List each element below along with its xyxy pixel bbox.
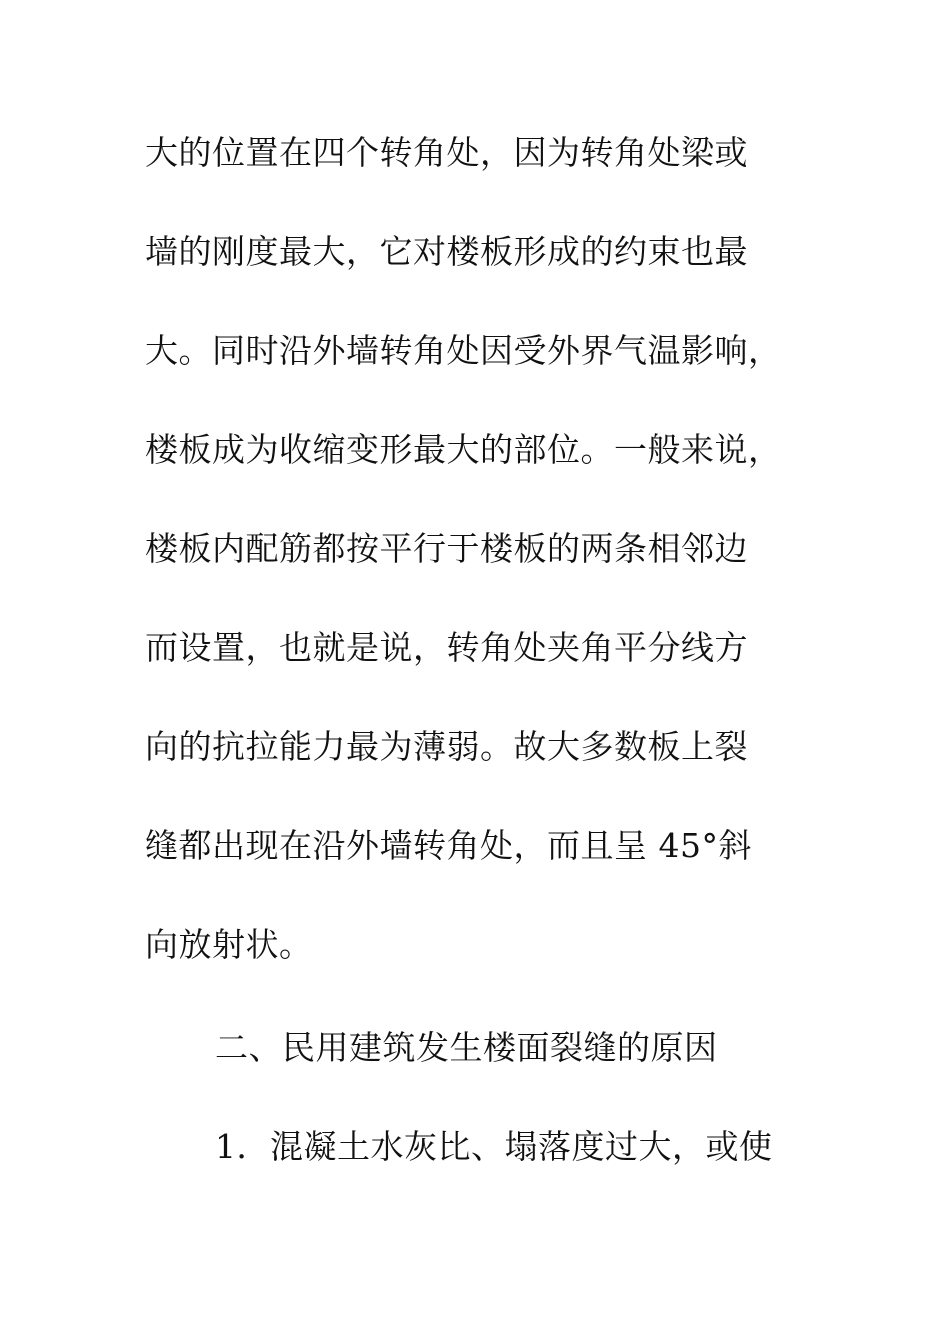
paragraph-line-9: 向放射状。 xyxy=(145,925,313,964)
paragraph-line-6: 而设置，也就是说，转角处夹角平分线方 xyxy=(145,628,748,667)
paragraph-line-5: 楼板内配筋都按平行于楼板的两条相邻边 xyxy=(145,529,748,568)
paragraph-line-1: 大的位置在四个转角处，因为转角处梁或 xyxy=(145,133,748,172)
paragraph-line-3: 大。同时沿外墙转角处因受外界气温影响， xyxy=(145,331,782,370)
paragraph-line-2: 墙的刚度最大，它对楼板形成的约束也最 xyxy=(145,232,748,271)
paragraph-line-8: 缝都出现在沿外墙转角处，而且呈 45°斜 xyxy=(145,826,752,865)
paragraph-line-7: 向的抗拉能力最为薄弱。故大多数板上裂 xyxy=(145,727,748,766)
paragraph-line-4: 楼板成为收缩变形最大的部位。一般来说， xyxy=(145,430,782,469)
section-heading: 二、民用建筑发生楼面裂缝的原因 xyxy=(215,1028,718,1067)
list-item-1: 1．混凝土水灰比、塌落度过大，或使 xyxy=(215,1127,773,1166)
